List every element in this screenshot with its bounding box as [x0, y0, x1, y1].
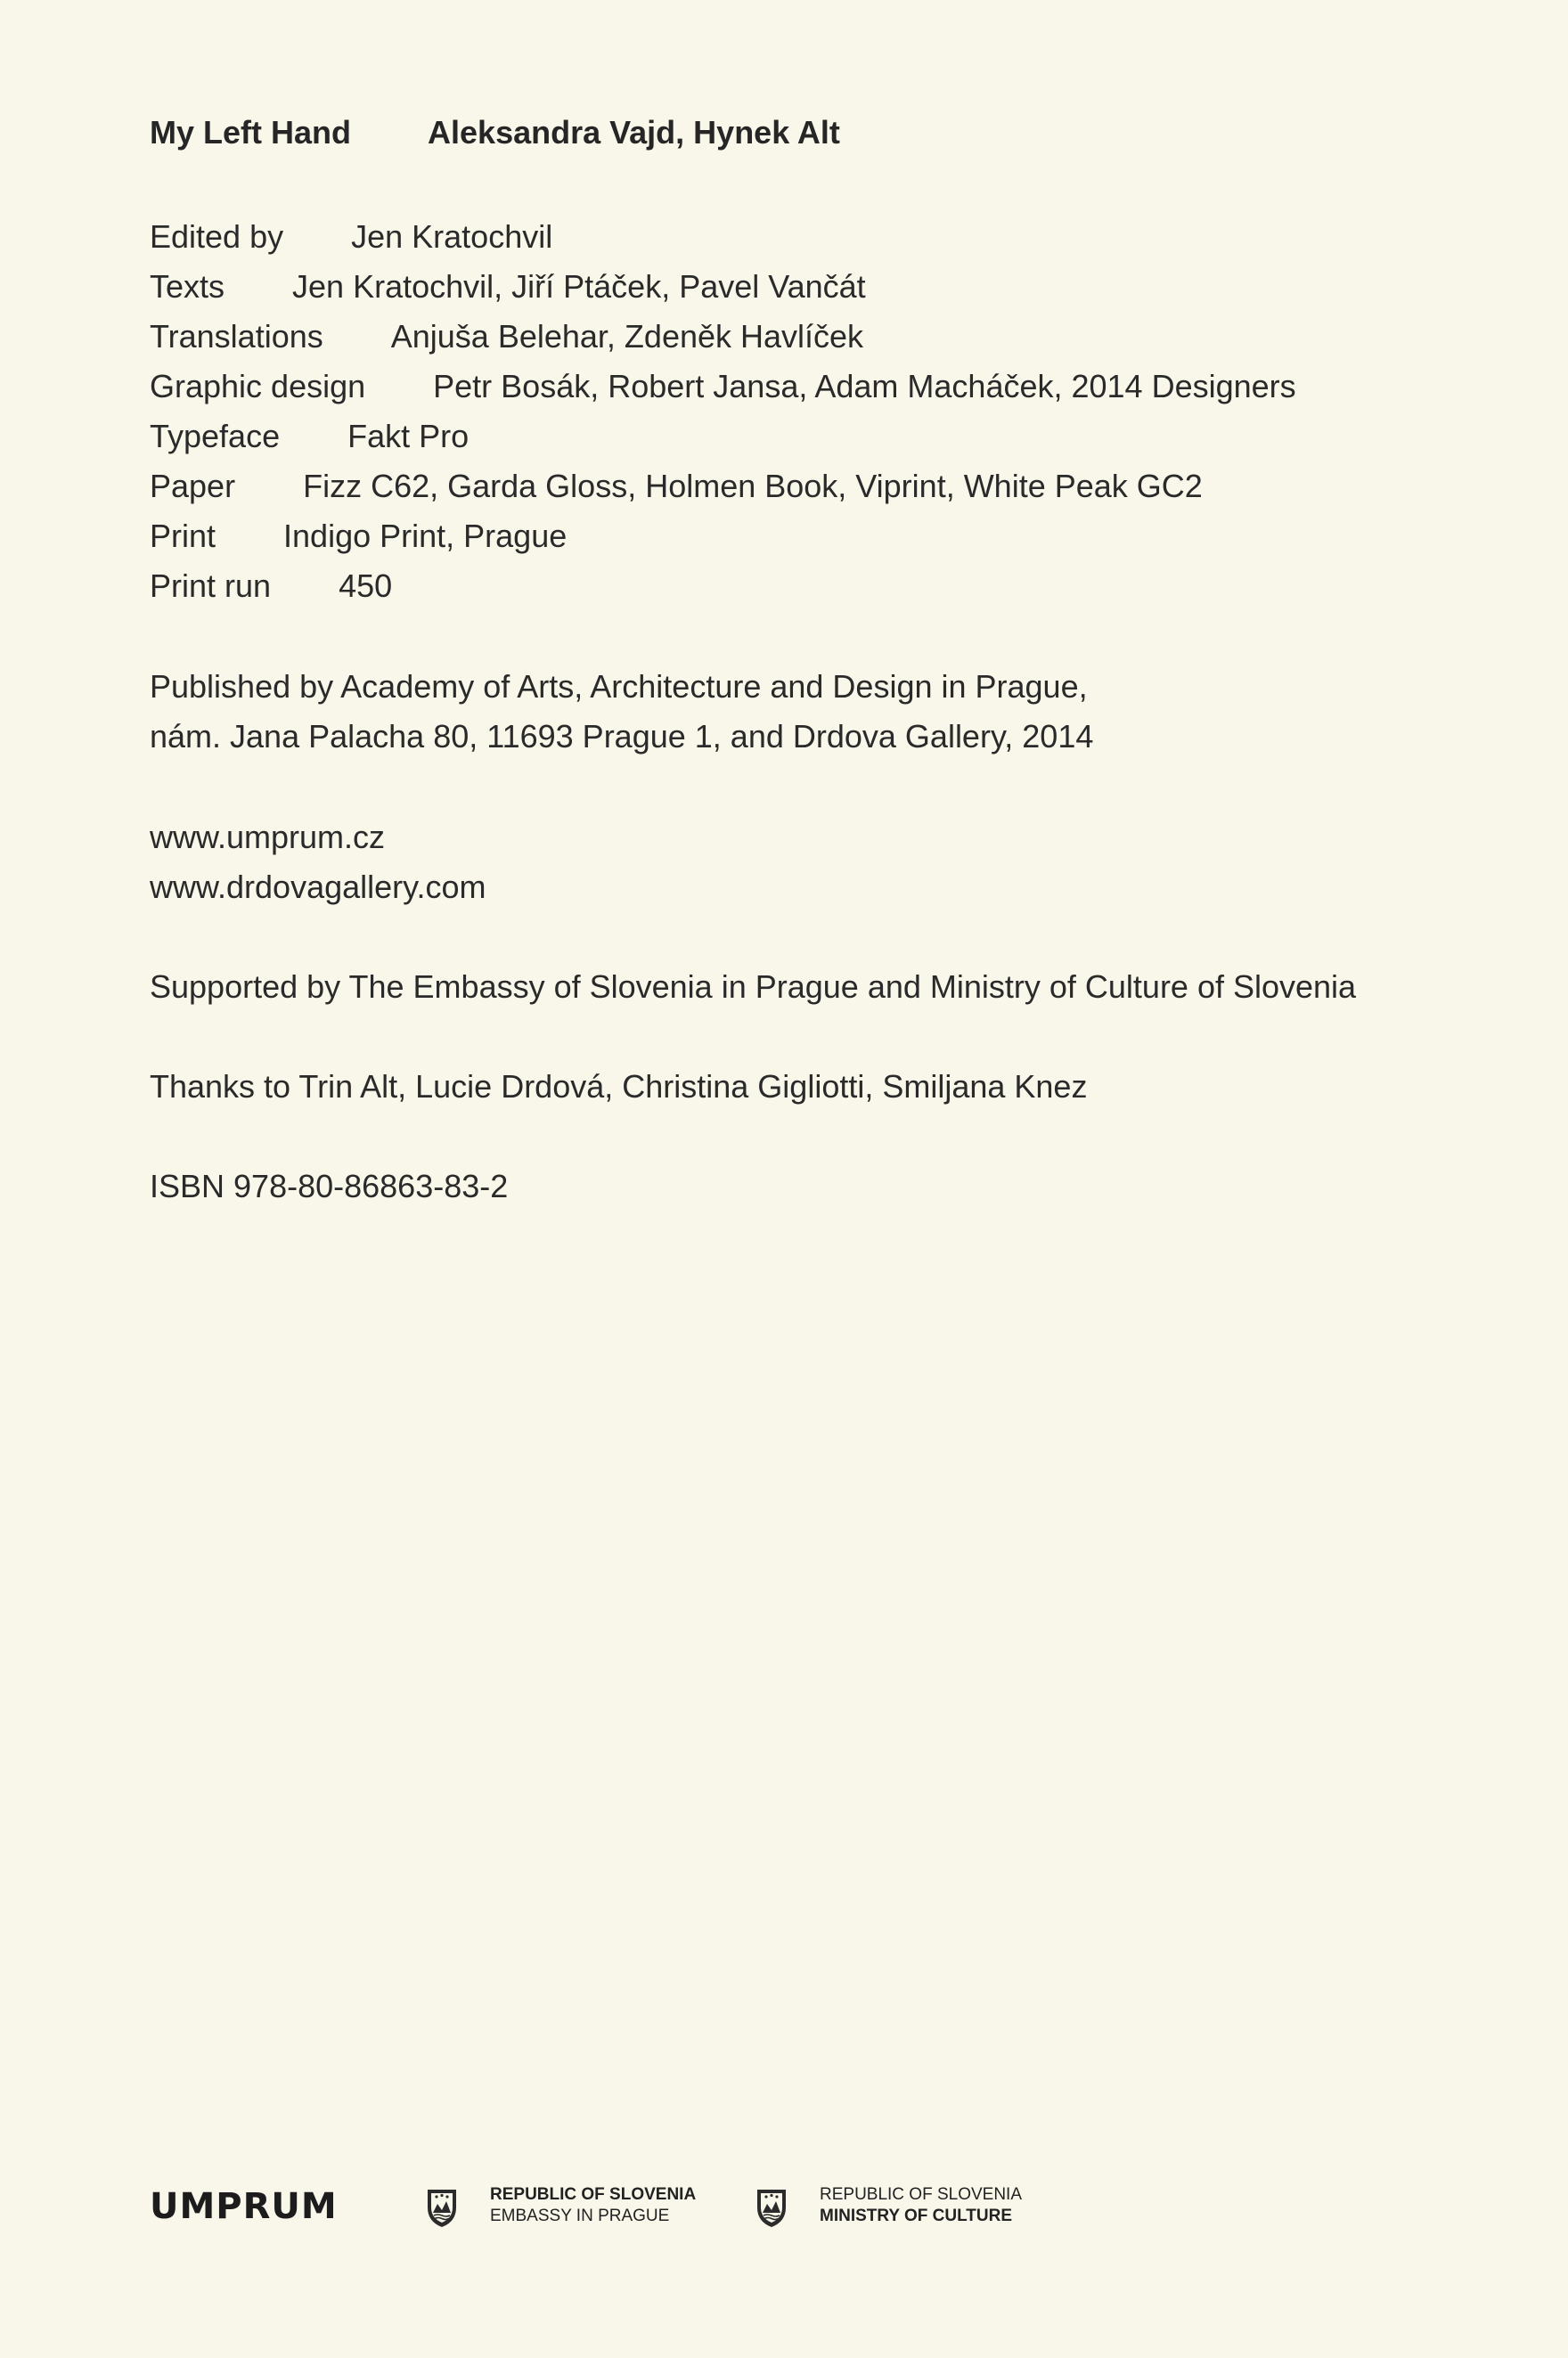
credit-label: Paper [150, 468, 236, 504]
credit-row-print [150, 511, 1296, 561]
credit-row-edited-by [150, 212, 1296, 262]
publisher-line-1: Published by Academy of Arts, Architecture and Design in Prague, [150, 668, 1088, 705]
credit-label: Texts [150, 268, 225, 305]
credit-label: Typeface [150, 418, 281, 454]
isbn: ISBN 978-80-86863-83-2 [150, 1168, 509, 1204]
ministry-logo-line-2: MINISTRY OF CULTURE [820, 2207, 1013, 2225]
publisher-line-2: nám. Jana Palacha 80, 11693 Prague 1, and Drdova Gallery, 2014 [150, 718, 1094, 755]
embassy-logo-line-2: EMBASSY IN PRAGUE [490, 2207, 670, 2225]
credit-label: Print [150, 518, 216, 554]
credit-row-typeface [150, 412, 1296, 461]
umprum-logo: UMPRUM [150, 2186, 338, 2227]
slovenia-crest-icon [754, 2186, 789, 2229]
embassy-logo-text [490, 2184, 696, 2227]
slovenia-crest-icon [424, 2186, 460, 2229]
credit-row-translations [150, 312, 1296, 362]
credit-value: Indigo Print, Prague [283, 518, 568, 554]
credit-label: Edited by [150, 218, 284, 255]
thanks-note: Thanks to Trin Alt, Lucie Drdová, Christina Gigliotti, Smiljana Knez [150, 1068, 1088, 1105]
support-note: Supported by The Embassy of Slovenia in Prague and Ministry of Culture of Slovenia [150, 968, 1357, 1005]
ministry-logo-line-1: REPUBLIC OF SLOVENIA [820, 2185, 1023, 2204]
credit-row-paper [150, 461, 1296, 511]
credit-row-texts [150, 262, 1296, 312]
credit-label: Translations [150, 318, 323, 355]
credit-value: 450 [339, 567, 393, 604]
colophon-header [150, 114, 840, 151]
credit-value: Fizz C62, Garda Gloss, Holmen Book, Viprint, White Peak GC2 [303, 468, 1203, 504]
umprum-link[interactable]: www.umprum.cz [150, 819, 386, 855]
credit-value: Jen Kratochvil, Jiří Ptáček, Pavel Vančát [292, 268, 866, 305]
drdova-gallery-link[interactable]: www.drdovagallery.com [150, 869, 486, 905]
web-links [150, 812, 486, 912]
book-authors: Aleksandra Vajd, Hynek Alt [428, 114, 840, 151]
credit-value: Anjuša Belehar, Zdeněk Havlíček [390, 318, 864, 355]
embassy-logo-line-1: REPUBLIC OF SLOVENIA [490, 2185, 697, 2204]
credit-label: Graphic design [150, 368, 366, 404]
credit-value: Petr Bosák, Robert Jansa, Adam Macháček, 2014 Designers [433, 368, 1296, 404]
publisher-info [150, 662, 1093, 762]
credit-row-graphic-design [150, 362, 1296, 412]
credit-value: Fakt Pro [347, 418, 470, 454]
credit-label: Print run [150, 567, 272, 604]
credits-list [150, 212, 1296, 611]
book-title: My Left Hand [150, 114, 352, 151]
credit-row-print-run [150, 561, 1296, 611]
credit-value: Jen Kratochvil [351, 218, 553, 255]
ministry-logo-text [820, 2184, 1022, 2227]
